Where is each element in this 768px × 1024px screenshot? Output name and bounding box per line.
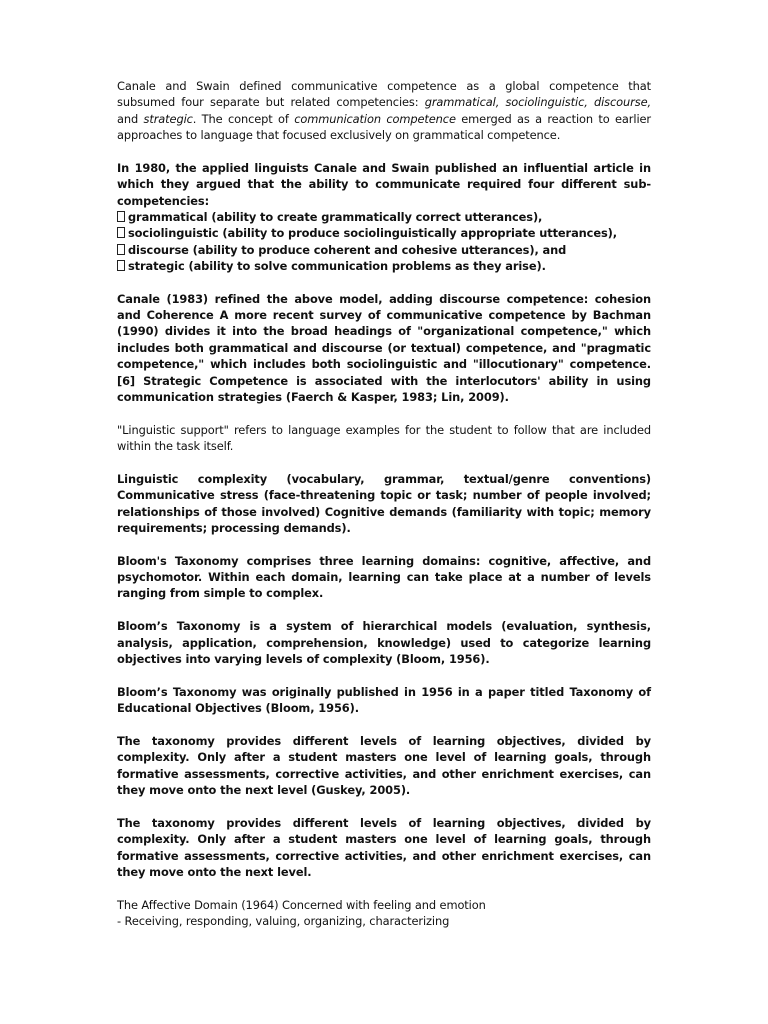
paragraph-taxonomy-levels: The taxonomy provides different levels of learning objectives, divided by complexity. Only after a student masters one level of learning goals, through formative assessments, corrective activities, and other enrichment exercises, can they move onto the next level. — [117, 815, 651, 879]
paragraph-blooms-hierarchy: Bloom’s Taxonomy is a system of hierarchical models (evaluation, synthesis, analysis, application, comprehension, knowledge) used to categorize learning objectives into varying levels of complexity (Bloom, 1956). — [117, 619, 651, 666]
paragraph-taxonomy-levels-guskey: The taxonomy provides different levels of learning objectives, divided by complexity. Only after a student masters one level of learning goals, through formative assessments, corrective activities, and other enrichment exercises, can they move onto the next level (Guskey, 2005). — [117, 734, 651, 798]
italic-run: communication competence — [294, 111, 456, 126]
paragraph-blooms-domains: Bloom's Taxonomy comprises three learning domains: cognitive, affective, and psychomotor. Within each domain, learning can take place at a number of levels ranging from simple to complex. — [117, 553, 651, 601]
missing-glyph-icon — [117, 211, 125, 222]
paragraph-canale-1983: Canale (1983) refined the above model, adding discourse competence: cohesion and Coherence A more recent survey of communicative competence by Bachman (1990) divides it into the broad headings of "organizational competence," which includes both grammatical and discourse (or textual) competence, and "pragmatic competence," which includes both sociolinguistic and "illocutionary" competence.[6] Strategic Competence is associated with the interlocutors' ability in using communication strategies (Faerch & Kasper, 1983; Lin, 2009). — [117, 291, 651, 404]
paragraph-affective-domain — [117, 897, 651, 930]
paragraph-linguistic-support: "Linguistic support" refers to language examples for the student to follow that are included within the task itself. — [117, 422, 651, 454]
missing-glyph-icon — [117, 244, 125, 255]
text-run: emerged as a reaction to earlier approaches to language that focused exclusively on grammatical competence. — [117, 111, 651, 143]
paragraph-canale-swain-1980: In 1980, the applied linguists Canale and Swain published an influential article in which they argued that the ability to communicate required four different sub-competencies: — [117, 160, 651, 208]
missing-glyph-icon — [117, 260, 125, 271]
list-item — [117, 209, 651, 225]
paragraph-blooms-1956: Bloom’s Taxonomy was originally published in 1956 in a paper titled Taxonomy of Educational Objectives (Bloom, 1956). — [117, 684, 651, 716]
italic-run: grammatical, sociolinguistic, discourse, — [424, 95, 651, 110]
document-page — [117, 78, 651, 946]
list-item — [117, 225, 651, 241]
list-item-text: discourse (ability to produce coherent and cohesive utterances), and — [128, 242, 567, 257]
paragraph-linguistic-complexity: Linguistic complexity (vocabulary, grammar, textual/genre conventions) Communicative stress (face-threatening topic or task; number of people involved; relationships of those involved) Cognitive demands (familiarity with topic; memory requirements; processing demands). — [117, 471, 651, 535]
text-run: and — [117, 111, 144, 126]
list-item-text: strategic (ability to solve communication problems as they arise). — [128, 258, 546, 273]
text-run: . The concept of — [192, 111, 295, 126]
affective-domain-line: The Affective Domain (1964) Concerned with feeling and emotion — [117, 897, 486, 912]
text-run: Canale and Swain defined communicative competence as a global competence that subsumed four separate but related competencies: — [117, 79, 651, 110]
sub-competencies-list — [117, 209, 651, 274]
list-item-text: sociolinguistic (ability to produce sociolinguistically appropriate utterances), — [128, 226, 617, 241]
list-item — [117, 258, 651, 274]
list-item-text: grammatical (ability to create grammatically correct utterances), — [128, 209, 543, 224]
paragraph-communicative-competence — [117, 78, 651, 143]
affective-domain-levels-line: - Receiving, responding, valuing, organizing, characterizing — [117, 914, 450, 929]
missing-glyph-icon — [117, 227, 125, 238]
italic-run: strategic — [143, 111, 193, 126]
list-item — [117, 242, 651, 258]
